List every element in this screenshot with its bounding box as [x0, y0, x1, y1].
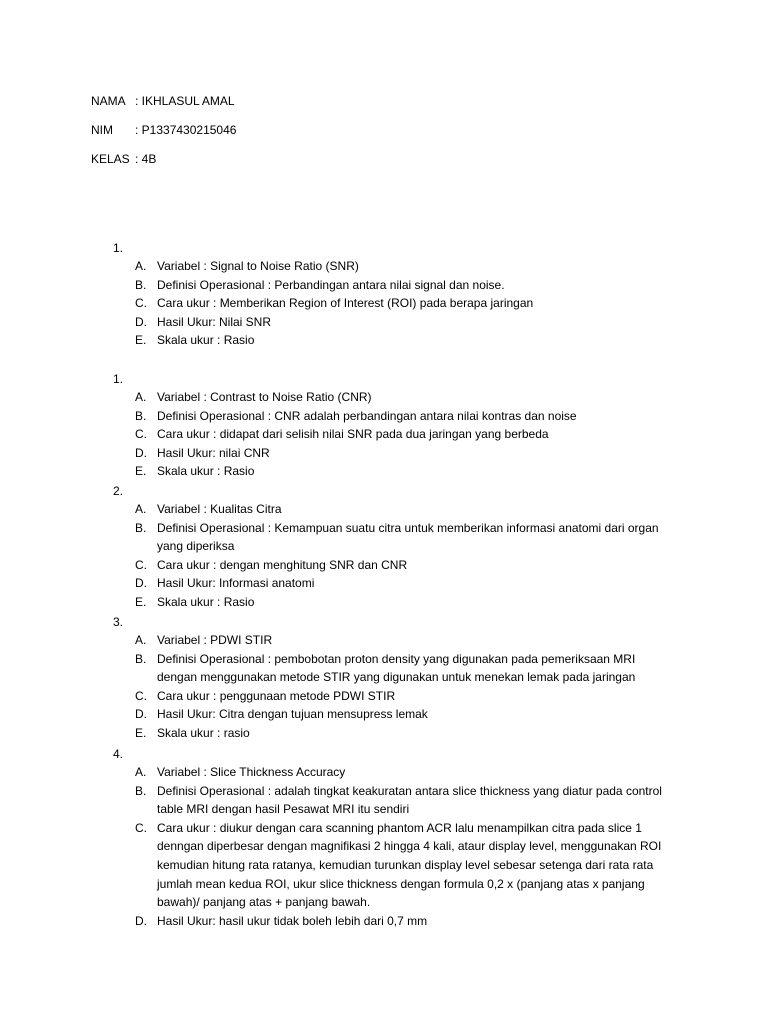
- item-letter: E.: [135, 594, 147, 609]
- item-text: Hasil Ukur: hasil ukur tidak boleh lebih dari 0,7 mm: [157, 913, 428, 928]
- item-letter: D.: [135, 445, 147, 460]
- item-text: Hasil Ukur: Citra dengan tujuan mensupress lemak: [157, 707, 428, 722]
- section-items: [135, 763, 675, 930]
- list-item: [135, 782, 675, 819]
- header-nim: [91, 121, 236, 140]
- list-item: [135, 388, 675, 407]
- item-letter: B.: [135, 277, 147, 292]
- item-text: Skala ukur : rasio: [157, 725, 250, 740]
- item-text: Skala ukur : Rasio: [157, 594, 255, 609]
- list-item: [135, 763, 675, 782]
- section-items: [135, 257, 675, 350]
- item-letter: E.: [135, 464, 147, 479]
- item-text: Cara ukur : dengan menghitung SNR dan CNR: [157, 557, 408, 572]
- list-item: [135, 631, 675, 650]
- item-letter: A.: [135, 502, 147, 516]
- section-items: [135, 388, 675, 481]
- item-letter: A.: [135, 259, 147, 273]
- list-item: [135, 724, 675, 743]
- section-number: 3.: [113, 615, 124, 629]
- kelas-label: KELAS: [91, 152, 130, 166]
- list-item: [135, 294, 675, 313]
- item-text: Cara ukur : penggunaan metode PDWI STIR: [157, 688, 396, 703]
- item-text: Variabel : Slice Thickness Accuracy: [157, 765, 346, 779]
- item-text: Cara ukur : diukur dengan cara scanning phantom ACR lalu menampilkan citra pada slice 1 denngan diperbesar dengan magnifikasi 2 hingga 4 kali, ataur display level, menggunakan ROI kemudian hitung rata ratanya, kemudian turunkan display level sebesar setenga dari rata rata jumlah mean kedua ROI, ukur slice thickness dengan formula 0,2 x (panjang atas x panjang bawah)/ panjang atas + panjang bawah.: [157, 820, 662, 910]
- item-text: Definisi Operasional : CNR adalah perbandingan antara nilai kontras dan noise: [157, 408, 577, 423]
- list-item: [135, 276, 675, 295]
- item-text: Cara ukur : didapat dari selisih nilai SNR pada dua jaringan yang berbeda: [157, 427, 549, 442]
- item-text: Definisi Operasional : Perbandingan antara nilai signal dan noise.: [157, 277, 505, 292]
- list-item: [135, 574, 675, 593]
- header-kelas: [91, 150, 156, 169]
- list-item: [135, 519, 675, 556]
- kelas-value: : 4B: [135, 152, 157, 166]
- item-letter: B.: [135, 520, 147, 535]
- section-items: [135, 500, 675, 612]
- nama-value: : IKHLASUL AMAL: [135, 94, 235, 108]
- item-letter: C.: [135, 296, 147, 311]
- list-item: [135, 331, 675, 350]
- item-letter: D.: [135, 576, 147, 591]
- item-letter: B.: [135, 783, 147, 798]
- item-text: Variabel : Signal to Noise Ratio (SNR): [157, 259, 359, 273]
- item-text: Definisi Operasional : adalah tingkat keakuratan antara slice thickness yang diatur pada control table MRI dengan hasil Pesawat MRI itu sendiri: [157, 783, 662, 817]
- item-letter: D.: [135, 314, 147, 329]
- header-nama: [91, 92, 235, 111]
- item-text: Hasil Ukur: nilai CNR: [157, 445, 270, 460]
- item-letter: C.: [135, 557, 147, 572]
- list-item: [135, 650, 675, 687]
- list-item: [135, 705, 675, 724]
- list-item: [135, 912, 675, 931]
- item-text: Cara ukur : Memberikan Region of Interest (ROI) pada berapa jaringan: [157, 296, 534, 311]
- list-item: [135, 687, 675, 706]
- item-letter: B.: [135, 651, 147, 666]
- item-text: Definisi Operasional : Kemampuan suatu citra untuk memberikan informasi anatomi dari organ yang diperiksa: [157, 520, 659, 554]
- item-letter: A.: [135, 633, 147, 647]
- item-text: Hasil Ukur: Informasi anatomi: [157, 576, 315, 591]
- section-number: 1.: [113, 241, 124, 255]
- item-text: Skala ukur : Rasio: [157, 464, 255, 479]
- item-text: Hasil Ukur: Nilai SNR: [157, 314, 272, 329]
- item-letter: D.: [135, 913, 147, 928]
- item-letter: D.: [135, 707, 147, 722]
- section-number: 1.: [113, 372, 124, 386]
- section-number: 4.: [113, 747, 124, 761]
- list-item: [135, 313, 675, 332]
- nama-label: NAMA: [91, 94, 126, 108]
- item-text: Definisi Operasional : pembobotan proton density yang digunakan pada pemeriksaan MRI dengan menggunakan metode STIR yang digunakan untuk menekan lemak pada jaringan: [157, 651, 636, 685]
- item-text: Variabel : Contrast to Noise Ratio (CNR): [157, 390, 372, 404]
- list-item: [135, 444, 675, 463]
- nim-value: : P1337430215046: [135, 123, 237, 137]
- list-item: [135, 257, 675, 276]
- list-item: [135, 500, 675, 519]
- item-letter: C.: [135, 427, 147, 442]
- nim-label: NIM: [91, 123, 113, 137]
- item-letter: A.: [135, 390, 147, 404]
- item-text: Variabel : PDWI STIR: [157, 633, 273, 647]
- list-item: [135, 407, 675, 426]
- item-letter: E.: [135, 725, 147, 740]
- item-letter: E.: [135, 333, 147, 348]
- item-letter: C.: [135, 820, 147, 835]
- list-item: [135, 556, 675, 575]
- section-items: [135, 631, 675, 743]
- item-text: Variabel : Kualitas Citra: [157, 502, 282, 516]
- section-number: 2.: [113, 484, 124, 498]
- list-item: [135, 462, 675, 481]
- list-item: [135, 819, 675, 912]
- item-letter: C.: [135, 688, 147, 703]
- item-letter: B.: [135, 408, 147, 423]
- list-item: [135, 425, 675, 444]
- list-item: [135, 593, 675, 612]
- item-letter: A.: [135, 765, 147, 779]
- item-text: Skala ukur : Rasio: [157, 333, 255, 348]
